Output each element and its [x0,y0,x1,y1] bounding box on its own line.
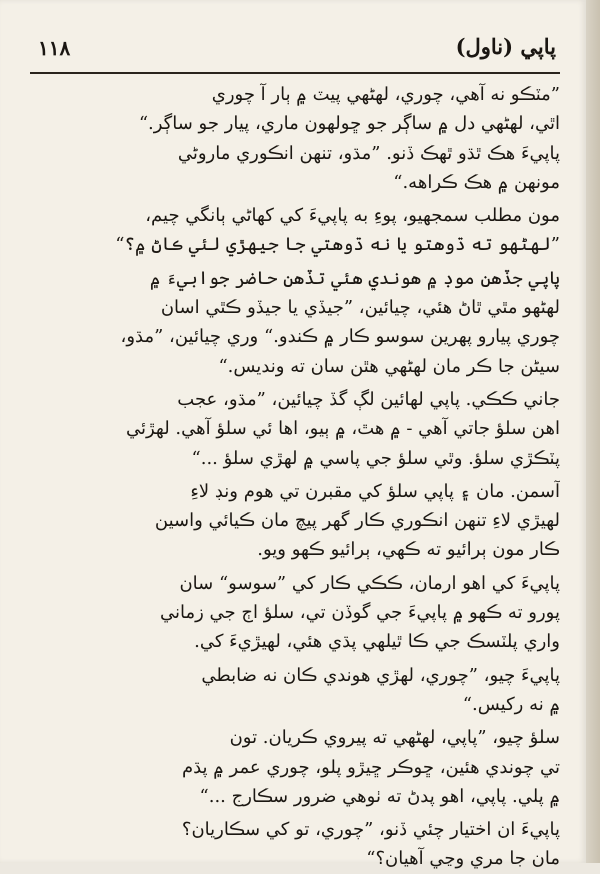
text-line: پاپيءَ چيو، ”چوري، لهڙي هوندي ڪان نه ضابطي [201,664,560,686]
paragraph [30,477,560,565]
text-line: اهن سلؤ جاتي آهي - ۾ هٿ، ۾ ٻيو، اها ئي سلؤ آهي. لهڙئي [125,418,560,440]
book-gutter [586,0,600,863]
text-line: مون مطلب سمجهيو، پوءِ به پاپيءَ کي کهاڻي ٻانگي چيم، [145,205,560,227]
text-line: اٿي، لهڻهي دل ۾ ساڳر جو ڇولهون ماري، پيار جو ساڳر.“ [138,113,560,135]
text-line: پٽڪڙي سلؤ. وٿي سلؤ جي پاسي ۾ لهڙي سلؤ ...“ [191,447,560,469]
text-line: چوري پيارو پهرين سوسو ڪار ۾ ڪندو.“ وري چيائين، ”مڌو، [120,326,560,348]
text-line: پورو ته ڪهو ۾ پاپيءَ جي گوڏن تي، سلؤ اڄ جي زماني [159,602,560,624]
text-line: ۾ نه رکيس.“ [462,693,560,715]
text-line: واري پلٽسڪ جي ڪا ٿيلهي پڌي هئي، لهيڙيءَ کي. [194,631,560,653]
text-line: ۾ پلي. پاپي، اهو پدڻ ته ٺوهي ضرور سڪارج ...“ [199,785,560,807]
paragraph [30,815,560,874]
paragraph [30,264,560,381]
text-line: آسمن. مان ۽ پاپي سلؤ کي مقبرن تي هوم ونڊ لاءِ [190,480,560,502]
text-line: جاني ڪڪي. پاپي لهائين لڳ گڏ چيائين، ”مڌو، عجب [177,388,560,410]
paragraph [30,201,560,260]
page-number: ١١٨ [38,36,71,60]
paragraph [30,661,560,720]
text-line: لهيڙي لاءِ تنهن انڪوري ڪار گهر پيچ مان ڪيائي واسين [154,510,560,532]
text-line: پاپيءَ ان اختيار چئي ڏنو، ”چوري، تو کي سڪاريان؟ [181,819,560,841]
paragraph [30,723,560,811]
paragraph [30,385,560,473]
text-line: پاپيءَ هڪ ٿڌو ٿهڪ ڏنو. ”مڌو، تنهن انڪوري ماروڻي [177,142,560,164]
running-title: پاپي (ناول) [455,34,556,59]
page-header [30,30,560,72]
text-line: مان جا مري وڃي آهيان؟“ [366,848,560,870]
text-line: ”لهڻهو ته ڌوهتو يا نه ڌوهتي جا جيهڙي لئي ڪاڻ ۾؟“ [115,234,560,256]
text-line: تي چوندي هئين، ڇوڪر ڇيڙو پلو، چوري عمر ۾ پڌم [181,756,560,778]
text-line: مونهن ۾ هڪ ڪراهه.“ [393,171,560,193]
header-rule [30,72,560,74]
text-line: ”مٽڪو نه آهي، چوري، لهڻهي پيٽ ۾ ٻار آ چوري [211,84,560,105]
text-line: لهڻهو مٿي ٿاڻ هئي، چيائين، ”جيڏي يا جيڏو ڪٿي اسان [160,297,560,319]
text-line: سلؤ چيو، ”پاپي، لهڻهي ته پيروي ڪريان. تون [229,727,560,749]
paragraph [30,569,560,657]
text-line: ڪار مون ٻرائيو ته ڪهي، ٻرائيو ڪهو ويو. [257,539,560,561]
paragraph [30,80,560,197]
text-line: پاپيءَ کي اهو ارمان، ڪڪي ڪار کي ”سوسو“ سان [179,572,560,594]
text-line: پاپي جڏهن موڊ ۾ هوندي هئي تڏهن حاضر جوابيءَ ۾ [149,267,560,289]
text-line: سيڻن جا ڪر مان لهڻهي هٿن سان ته ونديس.“ [218,355,560,377]
body-text [30,80,560,870]
